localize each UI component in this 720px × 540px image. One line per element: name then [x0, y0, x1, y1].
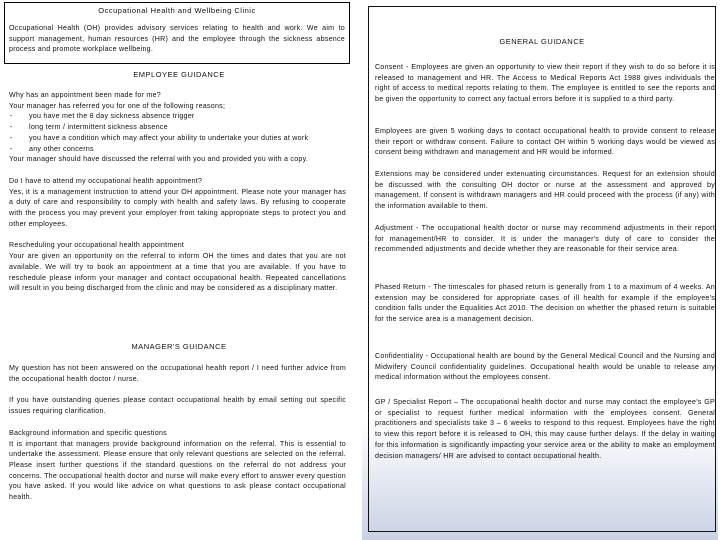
- phased-return-paragraph: Phased Return - The timescales for phased return is generally from 1 to a maximum of 4 weeks. An extension may be considered for appropriate cases of ill health for example if the employee's condition falls under the Equalities Act 2010. The decision on whether the phased return is suitable for the service area is a management decision.: [375, 283, 715, 324]
- right-column: [362, 0, 718, 540]
- reason-item: - you have a condition which may affect your ability to undertake your duties at work: [9, 133, 346, 144]
- manager-q1-answer: If you have outstanding queries please contact occupational health by email setting out specific issues requiring clarification.: [9, 396, 346, 416]
- manager-guidance-section: [9, 363, 346, 503]
- consent-paragraph: Consent - Employees are given an opportunity to view their report if they wish to do so before it is released to management and HR. The Access to Medical Reports Act 1988 gives individuals the right of access to medical reports relating to them. The employee is entitled to see the reports and be given the opportunity to correct any factual errors before it is supplied to a third party.: [375, 63, 715, 104]
- reasons-list: [9, 111, 346, 154]
- clinic-title: Occupational Health and Wellbeing Clinic: [98, 6, 256, 15]
- reason-item: - any other concerns: [9, 144, 346, 155]
- employee-guidance-heading: EMPLOYEE GUIDANCE: [133, 70, 225, 79]
- employee-q1: Why has an appointment been made for me?: [9, 91, 161, 99]
- employee-q3: Rescheduling your occupational health appointment: [9, 241, 185, 250]
- adjustment-paragraph: Adjustment - The occupational health doctor or nurse may recommend adjustments in their report for management/HR to consider. It is under the manager's duty of care to consider the recommended adjustments and decide whether they are reasonable for their service area.: [375, 224, 715, 254]
- working-days-paragraph: Employees are given 5 working days to contact occupational health to provide consent to release their report or withdraw consent. Failure to contact OH within 5 working days would be viewed as consent being withdrawn and management and HR would be informed.: [375, 127, 715, 157]
- intro-box: [4, 2, 350, 64]
- employee-q2: Do I have to attend my occupational health appointment?: [9, 176, 203, 185]
- employee-q1-outro: Your manager should have discussed the referral with you and provided you with a copy.: [9, 155, 309, 164]
- general-guidance-heading: GENERAL GUIDANCE: [499, 37, 585, 46]
- reason-item: - you have met the 8 day sickness absence trigger: [9, 111, 346, 122]
- confidentiality-paragraph: Confidentiality - Occupational health are bound by the General Medical Council and the Nursing and Midwifery Council confidentiality guidelines. Occupational health would be unable to release any medical information without the employees consent.: [375, 352, 715, 382]
- manager-q2-answer: It is important that managers provide background information on the referral. This is essential to undertake the assessment. Please ensure that only relevant questions are selected on the referral. Please insert further questions if the standard questions on the referral do not address your concerns. The occupational health doctor and nurse will make every effort to answer every question you have asked. If you would like advice on what questions to ask please contact occupational health.: [9, 439, 346, 502]
- manager-guidance-heading: MANAGER'S GUIDANCE: [131, 342, 227, 351]
- employee-q2-answer: Yes, it is a management instruction to attend your OH appointment. Please note your manager has a duty of care and responsibility to comply with health and safety laws. By refusing to cooperate with the process you may prevent your employer from taking appropriate steps to protect you and other employees.: [9, 187, 346, 228]
- general-guidance-box: [368, 6, 716, 532]
- manager-q2: Background information and specific questions: [9, 428, 167, 437]
- reason-item: - long term / intermittent sickness absence: [9, 122, 346, 133]
- manager-guidance-heading-row: [0, 342, 358, 351]
- employee-q1-intro: Your manager has referred you for one of the following reasons;: [9, 101, 226, 110]
- employee-guidance-section: [9, 90, 346, 294]
- left-column: [0, 0, 358, 540]
- manager-q1: My question has not been answered on the occupational health report / I need further advice from the occupational health doctor / nurse.: [9, 364, 346, 383]
- extensions-paragraph: Extensions may be considered under extenuating circumstances. Request for an extension should be discussed with the consulting OH doctor or nurse at the assessment and approved by management. If consent is withdrawn managers and HR could proceed with the process (if any) with the information available to them.: [375, 170, 715, 211]
- gp-specialist-paragraph: GP / Specialist Report – The occupational health doctor and nurse may contact the employee's GP or specialist to request further medical information with the employees consent. General practitioners and specialists take 3 – 6 weeks to respond to this request. Employees have the right to view this report before it is released to OH, this may cause further delays. If the delay in waiting for this information is significantly impacting your service area or the ability to make an employment decision managers/ HR are advised to contact occupational health.: [375, 398, 715, 460]
- employee-guidance-heading-row: [0, 70, 358, 79]
- employee-q3-answer: Your are given an opportunity on the referral to inform OH the times and dates that you are not available. We will try to book an appointment at a time that you are available. If you have to reschedule please inform your manager and contact occupational health. Repeated cancellations will result in you being discharged from the clinic and may be considered as a disciplinary matter.: [9, 252, 346, 293]
- clinic-intro: Occupational Health (OH) provides advisory services relating to health and work. We aim to support management, human resources (HR) and the employee through the sickness absence process and promote workplace wellbeing.: [9, 24, 345, 54]
